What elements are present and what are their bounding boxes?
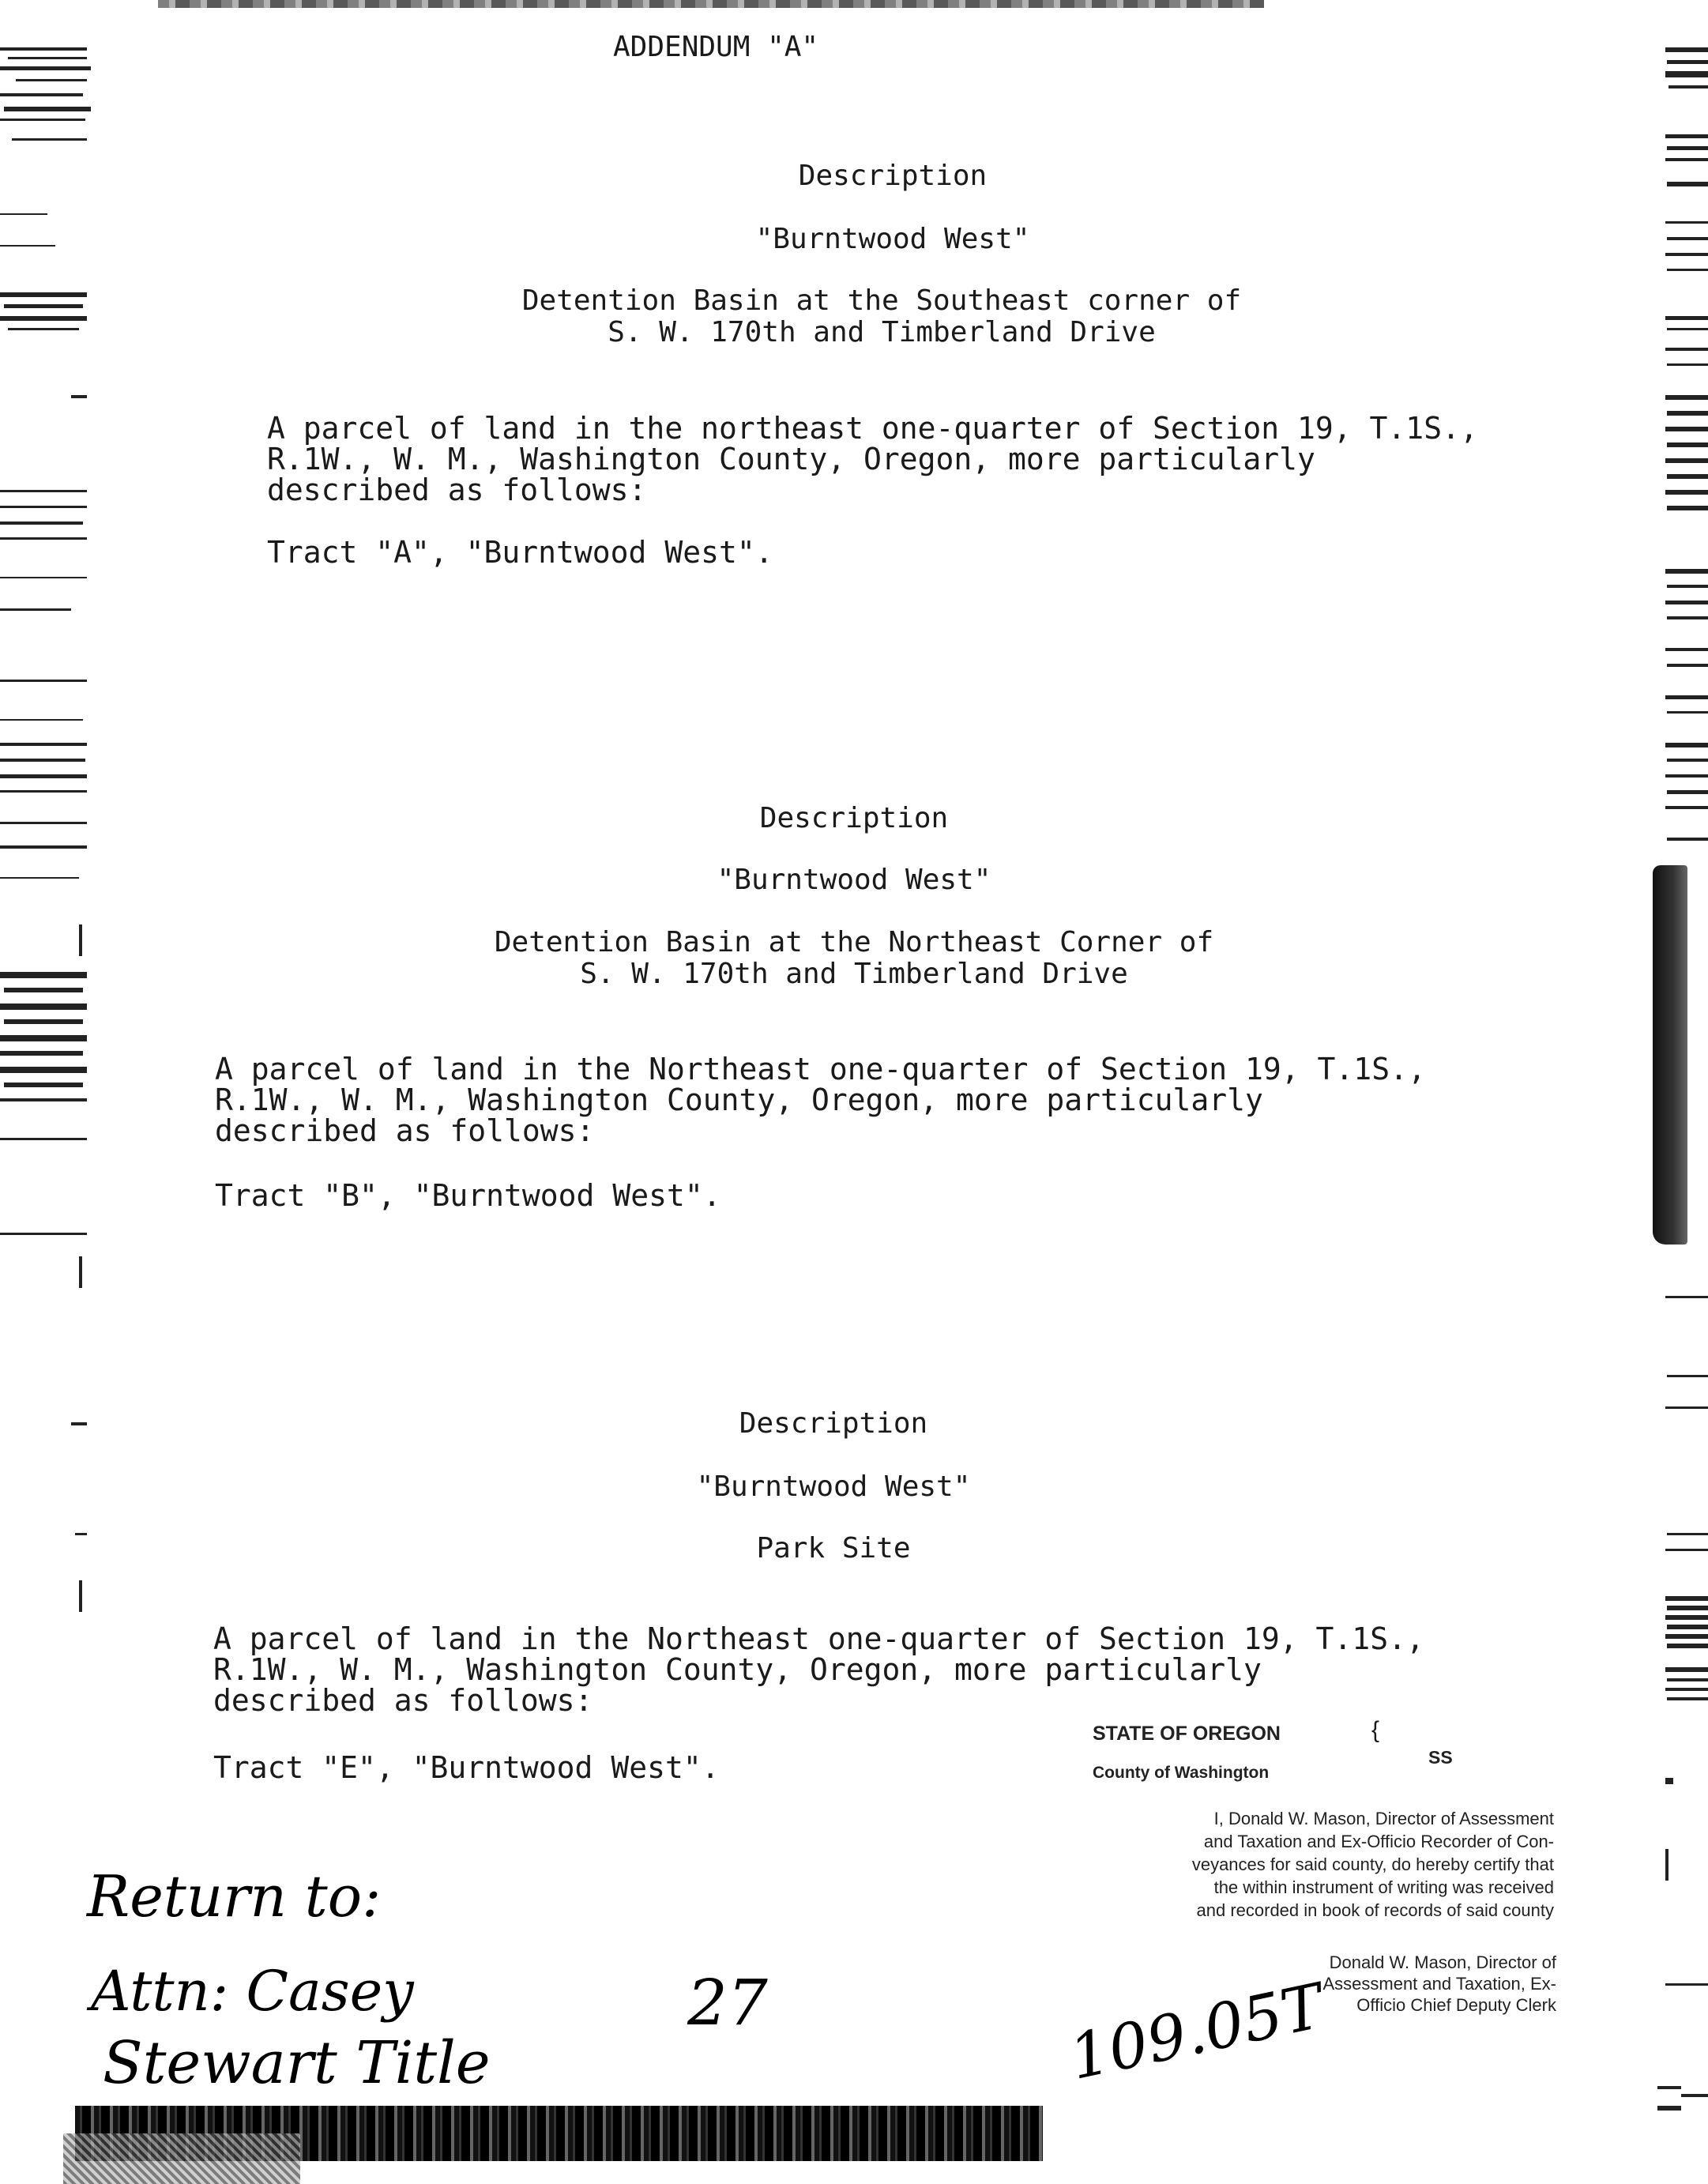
stamp-signature-line-3: Officio Chief Deputy Clerk <box>1356 1995 1556 2015</box>
section-3-heading: Description <box>739 1407 928 1440</box>
section-2-heading: Description <box>759 802 949 834</box>
handwritten-attention: Attn: Casey <box>91 1959 414 2024</box>
stamp-brace-icon: { <box>1371 1717 1380 1743</box>
section-3-subtitle: Park Site <box>756 1532 911 1565</box>
section-3-paragraph: A parcel of land in the Northeast one-quarter of Section 19, T.1S., R.1W., W. M., Washington County, Oregon, more particularly described as follows: <box>213 1621 1424 1718</box>
section-1-paragraph: A parcel of land in the northeast one-quarter of Section 19, T.1S., R.1W., W. M., Washington County, Oregon, more particularly described as follows: <box>267 411 1478 507</box>
handwritten-fee: 109.05T <box>1063 1971 1330 2094</box>
scan-right-dark-band <box>1653 865 1687 1245</box>
section-3-tract: Tract "E", "Burntwood West". <box>213 1750 720 1785</box>
section-2-paragraph: A parcel of land in the Northeast one-quarter of Section 19, T.1S., R.1W., W. M., Washington County, Oregon, more particularly described as follows: <box>215 1052 1426 1148</box>
section-1-heading: Description <box>798 160 988 192</box>
stamp-certificate-line-1: I, Donald W. Mason, Director of Assessment <box>1213 1809 1554 1828</box>
stamp-certificate-line-3: veyances for said county, do hereby certify that <box>1191 1855 1554 1874</box>
addendum-title: ADDENDUM "A" <box>613 31 819 63</box>
stamp-certificate-line-5: and recorded in book of records of said county <box>1196 1900 1554 1920</box>
stamp-signature-line-2: Assessment and Taxation, Ex- <box>1322 1974 1556 1994</box>
section-1-subtitle-line-1: Detention Basin at the Southeast corner of <box>521 284 1242 317</box>
section-1-tract: Tract "A", "Burntwood West". <box>267 535 773 570</box>
section-2-name: "Burntwood West" <box>717 864 991 896</box>
section-2-subtitle-line-2: S. W. 170th and Timberland Drive <box>580 958 1128 990</box>
stamp-ss: SS <box>1428 1747 1453 1768</box>
handwritten-return-to: Return to: <box>87 1863 382 1930</box>
section-3-name: "Burntwood West" <box>696 1470 971 1503</box>
stamp-state: STATE OF OREGON <box>1093 1723 1281 1745</box>
scan-edge-top <box>158 0 1264 8</box>
stamp-county: County of Washington <box>1093 1764 1270 1782</box>
section-2-subtitle-line-1: Detention Basin at the Northeast Corner of <box>494 926 1214 958</box>
scan-edge-bottom-noise <box>63 2133 300 2184</box>
section-1-name: "Burntwood West" <box>755 223 1030 255</box>
stamp-certificate-line-2: and Taxation and Ex-Officio Recorder of Con- <box>1203 1832 1554 1851</box>
stamp-signature-line-1: Donald W. Mason, Director of <box>1329 1952 1556 1972</box>
handwritten-page-number: 27 <box>687 1966 768 2039</box>
section-1-subtitle-line-2: S. W. 170th and Timberland Drive <box>608 316 1156 348</box>
section-2-tract: Tract "B", "Burntwood West". <box>215 1178 721 1213</box>
stamp-certificate-line-4: the within instrument of writing was received <box>1213 1877 1554 1897</box>
handwritten-company: Stewart Title <box>103 2029 491 2097</box>
